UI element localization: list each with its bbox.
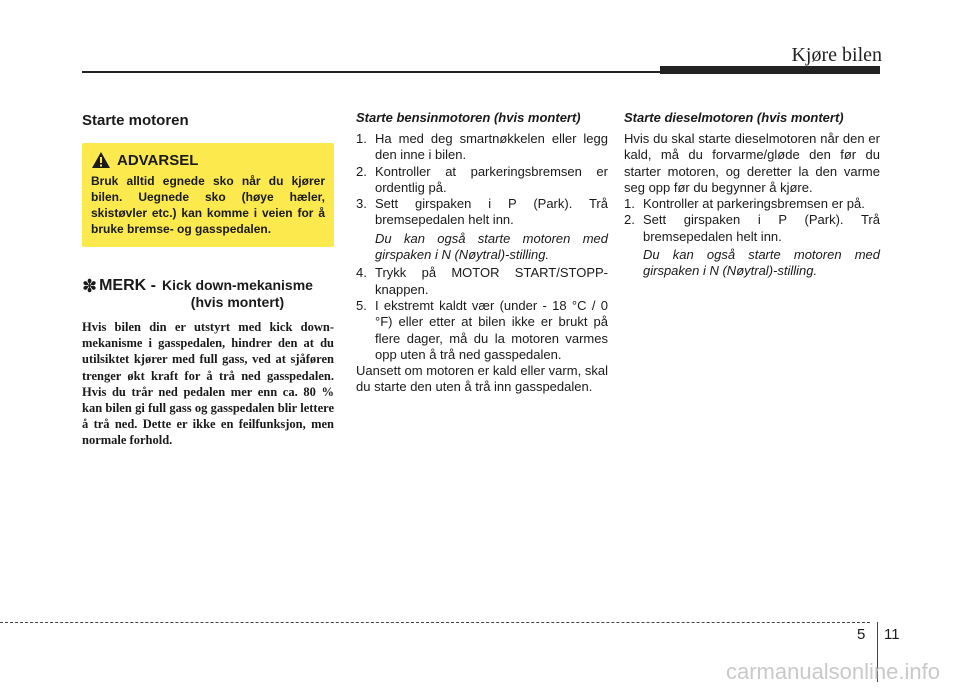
warning-header bbox=[91, 151, 325, 169]
section-title: Starte motoren bbox=[82, 112, 189, 129]
note-title-line-2: (hvis montert) bbox=[190, 294, 285, 310]
petrol-note: Du kan også starte motoren med girspaken i N (Nøytral)-stilling. bbox=[375, 230, 608, 263]
page-number: 11 bbox=[884, 626, 900, 643]
note-title-line-1: Kick down-mekanisme bbox=[161, 277, 313, 293]
watermark: carmanualsonline.info bbox=[725, 659, 940, 684]
asterisk-icon: ✽ bbox=[82, 276, 98, 296]
warning-title: ADVARSEL bbox=[117, 151, 199, 169]
petrol-start-subtitle: Starte bensinmotoren (hvis montert) bbox=[356, 110, 581, 125]
column-1 bbox=[82, 108, 334, 449]
chapter-number: 5 bbox=[857, 626, 866, 643]
chapter-title: Kjøre bilen bbox=[791, 44, 882, 66]
warning-text: Bruk alltid egnede sko når du kjører bilen. Uegnede sko (høye hæler, skistøvler etc.) kan komme i veien for å bruke bremse- og gasspedalen. bbox=[91, 174, 325, 236]
note-text: Hvis bilen din er utstyrt med kick down-mekanisme i gasspedalen, hindrer den at du utilsiktet kjører med full gass, ved at sjåføren trenger økt kraft for å trå ned gasspedalen. Hvis du trår ned pedalen mer enn ca. 80 % kan bilen gi full gass og gasspedalen blir lettere å trå ned. Dette er ikke en feilfunksjon, men normale forhold. bbox=[82, 320, 334, 448]
warning-triangle-icon bbox=[91, 151, 111, 169]
footer-rule bbox=[0, 622, 870, 623]
header-rule-accent bbox=[660, 66, 880, 74]
petrol-steps-list-2 bbox=[356, 265, 608, 363]
warning-box bbox=[82, 143, 334, 247]
petrol-closing-text: Uansett om motoren er kald eller varm, skal du starte den uten å trå inn gasspedalen. bbox=[356, 363, 608, 395]
header-rule bbox=[82, 71, 662, 73]
list-item: 5. I ekstremt kaldt vær (under - 18 °C / 0 °F) eller etter at bilen ikke er brukt på flere dager, må du la motoren varmes opp uten å trå ned gasspedalen. bbox=[356, 297, 608, 362]
note-header bbox=[82, 277, 334, 311]
list-item: 2. Kontroller at parkeringsbremsen er ordentlig på. bbox=[356, 163, 608, 195]
diesel-intro-text: Hvis du skal starte dieselmotoren når den er kald, må du forvarme/gløde den før du starter motoren, og deretter la den varme seg opp før du begynner å kjøre. bbox=[624, 131, 880, 195]
petrol-steps-list bbox=[356, 131, 608, 229]
diesel-start-subtitle: Starte dieselmotoren (hvis montert) bbox=[624, 110, 844, 125]
list-item: 3. Sett girspaken i P (Park). Trå bremsepedalen helt inn. bbox=[356, 196, 608, 228]
note-title bbox=[162, 277, 313, 311]
list-item: 4. Trykk på MOTOR START/STOPP-knappen. bbox=[356, 265, 608, 297]
diesel-note: Du kan også starte motoren med girspaken i N (Nøytral)-stilling. bbox=[643, 247, 880, 279]
note-label: MERK - bbox=[99, 277, 156, 294]
list-item: 2. Sett girspaken i P (Park). Trå bremsepedalen helt inn. bbox=[624, 212, 880, 244]
list-item: 1. Ha med deg smartnøkkelen eller legg den inne i bilen. bbox=[356, 131, 608, 163]
diesel-steps-list bbox=[624, 196, 880, 245]
list-item: 1. Kontroller at parkeringsbremsen er på. bbox=[624, 196, 865, 212]
column-2 bbox=[356, 108, 608, 396]
column-3 bbox=[624, 108, 880, 282]
